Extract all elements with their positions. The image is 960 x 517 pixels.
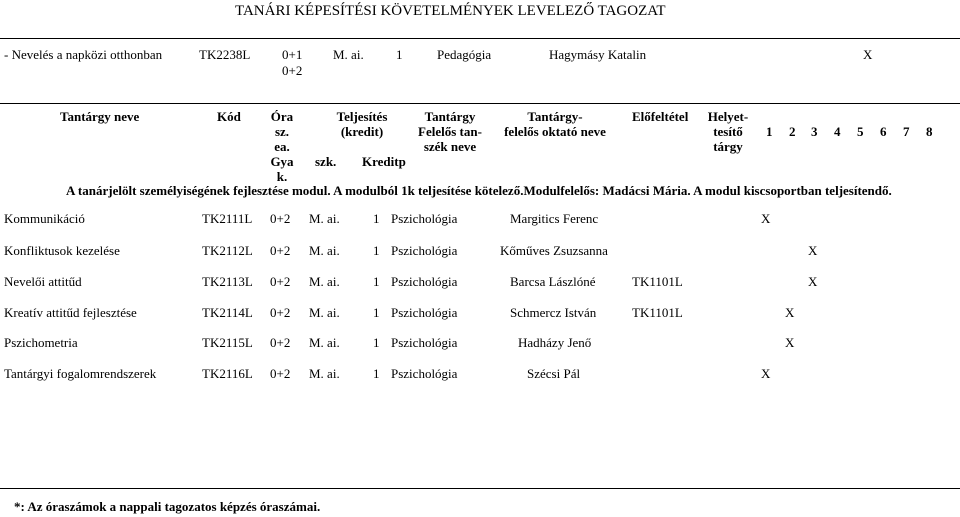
row-hours: 0+2 bbox=[270, 366, 291, 381]
row-code: TK2116L bbox=[202, 366, 253, 381]
top-row-credit: 1 bbox=[396, 47, 403, 62]
row-prereq: TK1101L bbox=[632, 274, 683, 289]
row-hours: 0+2 bbox=[270, 305, 291, 320]
row-mark: X bbox=[785, 335, 795, 350]
row-name: Nevelői attitűd bbox=[4, 274, 82, 289]
header-top-border bbox=[0, 103, 960, 104]
header-semester-1: 1 bbox=[766, 124, 773, 139]
header-hours-5: k. bbox=[276, 169, 288, 184]
module-note: A tanárjelölt személyiségének fejlesztése modul. A modulból 1k teljesítése kötelező.Modulfelelős: Madácsi Mária. A modul kiscsoportban teljesítendő. bbox=[66, 183, 892, 198]
row-instructor: Barcsa Lászlóné bbox=[510, 274, 596, 289]
header-instructor-2: felelős oktató neve bbox=[504, 124, 606, 139]
row-name: Konfliktusok kezelése bbox=[4, 243, 120, 258]
header-completion-sub2: Kreditp bbox=[362, 154, 406, 169]
row-instructor: Kőműves Zsuzsanna bbox=[500, 243, 608, 258]
header-dept-2: Felelős tan- bbox=[418, 124, 482, 139]
header-hours-3: ea. bbox=[274, 139, 290, 154]
header-instructor-1: Tantárgy- bbox=[527, 109, 583, 124]
header-dept-3: szék neve bbox=[423, 139, 477, 154]
row-hours: 0+2 bbox=[270, 243, 291, 258]
row-department: Pszichológia bbox=[391, 335, 458, 350]
row-mark: X bbox=[808, 274, 818, 289]
row-code: TK2114L bbox=[202, 305, 253, 320]
header-semester-5: 5 bbox=[857, 124, 864, 139]
top-row-mark: X bbox=[863, 47, 873, 62]
header-semester-8: 8 bbox=[926, 124, 933, 139]
row-department: Pszichológia bbox=[391, 305, 458, 320]
row-hours: 0+2 bbox=[270, 274, 291, 289]
page-title: TANÁRI KÉPESÍTÉSI KÖVETELMÉNYEK LEVELEZŐ TAGOZAT bbox=[235, 3, 666, 19]
row-instructor: Margitics Ferenc bbox=[510, 211, 599, 226]
row-department: Pszichológia bbox=[391, 274, 458, 289]
row-code: TK2115L bbox=[202, 335, 253, 350]
top-row-instructor: Hagymásy Katalin bbox=[549, 47, 647, 62]
row-hours: 0+2 bbox=[270, 335, 291, 350]
row-code: TK2113L bbox=[202, 274, 253, 289]
header-substitute-1: Helyet- bbox=[707, 109, 749, 124]
header-semester-6: 6 bbox=[880, 124, 887, 139]
row-code: TK2111L bbox=[202, 211, 253, 226]
row-name: Pszichometria bbox=[4, 335, 78, 350]
row-assessment: M. ai. bbox=[309, 243, 340, 258]
header-hours-1: Óra bbox=[270, 109, 294, 124]
top-row-code: TK2238L bbox=[199, 47, 251, 62]
row-name: Kreatív attitűd fejlesztése bbox=[4, 305, 137, 320]
row-name: Kommunikáció bbox=[4, 211, 85, 226]
row-credit: 1 bbox=[373, 335, 380, 350]
header-code: Kód bbox=[217, 109, 241, 124]
row-name: Tantárgyi fogalomrendszerek bbox=[4, 366, 157, 381]
header-hours-4: Gya bbox=[270, 154, 294, 169]
row-department: Pszichológia bbox=[391, 243, 458, 258]
footnote-top-border bbox=[0, 488, 960, 489]
header-substitute-3: tárgy bbox=[713, 139, 743, 154]
top-row-top-border bbox=[0, 38, 960, 39]
header-semester-4: 4 bbox=[834, 124, 841, 139]
header-semester-2: 2 bbox=[789, 124, 796, 139]
header-semester-3: 3 bbox=[811, 124, 818, 139]
row-mark: X bbox=[785, 305, 795, 320]
row-instructor: Szécsi Pál bbox=[527, 366, 581, 381]
row-assessment: M. ai. bbox=[309, 366, 340, 381]
header-completion-1: Teljesítés bbox=[336, 109, 388, 124]
top-row-name: - Nevelés a napközi otthonban bbox=[4, 47, 163, 62]
row-assessment: M. ai. bbox=[309, 274, 340, 289]
row-mark: X bbox=[761, 366, 771, 381]
row-instructor: Schmercz István bbox=[510, 305, 597, 320]
row-credit: 1 bbox=[373, 211, 380, 226]
row-instructor: Hadházy Jenő bbox=[518, 335, 592, 350]
row-assessment: M. ai. bbox=[309, 305, 340, 320]
footnote: *: Az óraszámok a nappali tagozatos képzés óraszámai. bbox=[14, 499, 321, 514]
row-hours: 0+2 bbox=[270, 211, 291, 226]
row-assessment: M. ai. bbox=[309, 335, 340, 350]
header-completion-sub1: szk. bbox=[315, 154, 337, 169]
header-substitute-2: tesítő bbox=[713, 124, 743, 139]
header-hours-2: sz. bbox=[274, 124, 290, 139]
top-row-hours-2: 0+2 bbox=[282, 63, 303, 78]
header-dept-1: Tantárgy bbox=[424, 109, 476, 124]
row-code: TK2112L bbox=[202, 243, 253, 258]
row-mark: X bbox=[761, 211, 771, 226]
top-row-hours-1: 0+1 bbox=[282, 47, 303, 62]
row-department: Pszichológia bbox=[391, 211, 458, 226]
top-row-department: Pedagógia bbox=[437, 47, 492, 62]
top-row-assessment: M. ai. bbox=[333, 47, 364, 62]
row-prereq: TK1101L bbox=[632, 305, 683, 320]
row-department: Pszichológia bbox=[391, 366, 458, 381]
row-assessment: M. ai. bbox=[309, 211, 340, 226]
row-mark: X bbox=[808, 243, 818, 258]
header-prereq: Előfeltétel bbox=[632, 109, 689, 124]
row-credit: 1 bbox=[373, 366, 380, 381]
header-semester-7: 7 bbox=[903, 124, 910, 139]
header-completion-2: (kredit) bbox=[340, 124, 384, 139]
row-credit: 1 bbox=[373, 305, 380, 320]
row-credit: 1 bbox=[373, 243, 380, 258]
header-subject-name: Tantárgy neve bbox=[60, 109, 140, 124]
row-credit: 1 bbox=[373, 274, 380, 289]
